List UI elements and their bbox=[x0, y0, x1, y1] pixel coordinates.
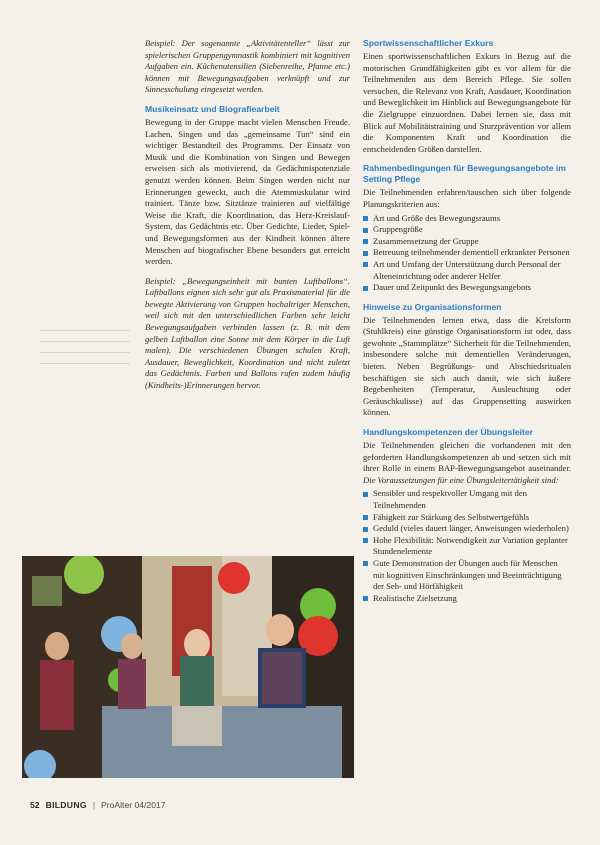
left-column bbox=[145, 38, 350, 398]
list-item: Gute Demonstration der Übungen auch für Menschen mit kognitiven Einschränkungen und Beeinträchtigung der Seh- und Hörfähigkeit bbox=[363, 558, 571, 593]
page-number: 52 bbox=[30, 800, 40, 810]
page-footer bbox=[30, 798, 166, 812]
paragraph-italic-text: Die Voraussetzungen für eine Übungsleitertätigkeit sind: bbox=[363, 474, 559, 485]
photo-illustration bbox=[22, 556, 354, 778]
list-item: Fähigkeit zur Stärkung des Selbstwertgefühls bbox=[363, 512, 571, 524]
magazine-issue: ProAlter 04/2017 bbox=[101, 800, 166, 810]
list-item: Art und Größe des Bewegungsraums bbox=[363, 213, 571, 225]
list-item: Betreuung teilnehmender dementiell erkrankter Personen bbox=[363, 247, 571, 259]
example-lead: Beispiel: bbox=[145, 275, 176, 286]
heading-rahmenbedingungen: Rahmenbedingungen für Bewegungsangebote im Setting Pflege bbox=[363, 163, 566, 185]
right-column bbox=[363, 38, 571, 610]
requirements-list bbox=[363, 488, 571, 604]
example-box-2 bbox=[145, 276, 350, 392]
paragraph-organisationsformen: Die Teilnehmenden lernen etwa, dass die Kreisform (Stuhlkreis) eine günstige Organisationsform ist oder, dass gewohnte „Stammplätze“ Sicherheit für die Teilnehmenden, insbesondere solche mit dementiellen Veränderungen, bieten. Neben Begrüßungs- und Abschiedsritualen beschäftigen sie sich auch damit, wie sich äußere Begebenheiten (Temperatur, Ausleuchtung oder Geräuschkulisse) auf das Gruppensetting auswirken können. bbox=[363, 314, 571, 418]
paragraph-rahmenbedingungen: Die Teilnehmenden erfahren/tauschen sich über folgende Planungskriterien aus: bbox=[363, 187, 571, 209]
example-text: Der sogenannte „Aktivitätenteller“ lässt zur spielerischen Gruppengymnastik kombiniert mit kognitiven Aufgaben ein. Küchenutensilien (Siebenreihe, Pfanne etc.) können mit Bewegungsaufgaben verknüpft und zur Sinnesschulung eingesetzt werden. bbox=[145, 38, 350, 95]
list-item: Dauer und Zeitpunkt des Bewegungsangebots bbox=[363, 282, 571, 294]
faint-margin-lines bbox=[40, 330, 130, 374]
heading-musikeinsatz: Musikeinsatz und Biografiearbeit bbox=[145, 103, 280, 114]
list-item: Zusammensetzung der Gruppe bbox=[363, 236, 571, 248]
group-exercise-photo bbox=[22, 556, 354, 778]
planning-criteria-list bbox=[363, 213, 571, 294]
paragraph-sportwissenschaft: Einen sportwissenschaftlichen Exkurs in Bezug auf die motorischen Grundfähigkeiten gibt es vor allem für die Teilnehmenden aus dem Bereich Pflege. Sie sollen versuchen, die Relevanz von Kraft, Ausdauer, Koordination und Beweglichkeit im Hinblick auf Bewegungsangebote für die Zielgruppe einzuordnen. Dabei lernen sie, dass mit Blick auf Mobilitätstraining und Sturzprävention vor allem die Komponenten Kraft und Koordination die entscheidenden Größen darstellen. bbox=[363, 51, 571, 154]
list-item: Geduld (vieles dauert länger, Anweisungen wiederholen) bbox=[363, 523, 571, 535]
list-item: Gruppengröße bbox=[363, 224, 571, 236]
list-item: Art und Umfang der Unterstützung durch Personal der Alteneinrichtung oder anderer Helfer bbox=[363, 259, 571, 282]
paragraph-text: Die Teilnehmenden gleichen die vorhandenen mit den geforderten Handlungskompetenzen ab und setzen sich mit ihrer Rolle in einem BAP-Bewegungsangebot auseinander. bbox=[363, 440, 571, 474]
paragraph-handlungskompetenzen bbox=[363, 440, 571, 486]
example-lead: Beispiel: bbox=[145, 38, 176, 48]
heading-handlungskompetenzen: Handlungskompetenzen der Übungsleiter bbox=[363, 427, 533, 438]
section-name: BILDUNG bbox=[45, 800, 87, 810]
example-box-1 bbox=[145, 38, 350, 96]
heading-organisationsformen: Hinweise zu Organisationsformen bbox=[363, 301, 502, 312]
list-item: Sensibler und respektvoller Umgang mit den Teilnehmenden bbox=[363, 488, 571, 511]
paragraph-musikeinsatz: Bewegung in der Gruppe macht vielen Menschen Freude. Lachen, Singen und das „gemeinsame Tun“ sind ein wichtiger Bestandteil des Programms. Der Einsatz von Musik und die Kombination von Singen und Bewegen erweisen sich als motivierend, da Gedächtnispotenziale genutzt werden können. Beim Singen werden nicht nur Erinnerungen geweckt, auch die Atemmuskulatur wird trainiert. Tänze bzw. Sitztänze trainieren auf vielfältige Weise die Kraft, die Koordination, das Herz-Kreislauf-System, das Gedächtnis etc. Über Gedichte, Lieder, Spiel- und Bewegungsformen aus der Kindheit können ältere Menschen auf biografischer Ebene besonders gut erreicht werden. bbox=[145, 116, 350, 267]
footer-separator: | bbox=[92, 800, 96, 810]
list-item: Hohe Flexibilität: Notwendigkeit zur Variation geplanter Stundenelemente bbox=[363, 535, 571, 558]
heading-sportwissenschaft: Sportwissenschaftlicher Exkurs bbox=[363, 38, 494, 48]
example-text: „Bewegungseinheit mit bunten Luftballons“. Luftballons eignen sich sehr gut als Praxismaterial für die bewegte Aktivierung von Gruppen hochaltriger Menschen, weil sich mit den unterschiedlichen Farben sehr leicht Bewegungsaufgaben verbinden lassen (z. B. mit dem gelben Luftballon eine Sonne mit dem Körper in die Luft malen). Die verschiedenen Übungen schulen Kraft, Ausdauer, Beweglichkeit, Koordination und nicht zuletzt das Gedächtnis. Farben und Ballons rufen zudem häufig (Kindheits-)Erinnerungen hervor. bbox=[145, 275, 350, 391]
list-item: Realistische Zielsetzung bbox=[363, 593, 571, 605]
